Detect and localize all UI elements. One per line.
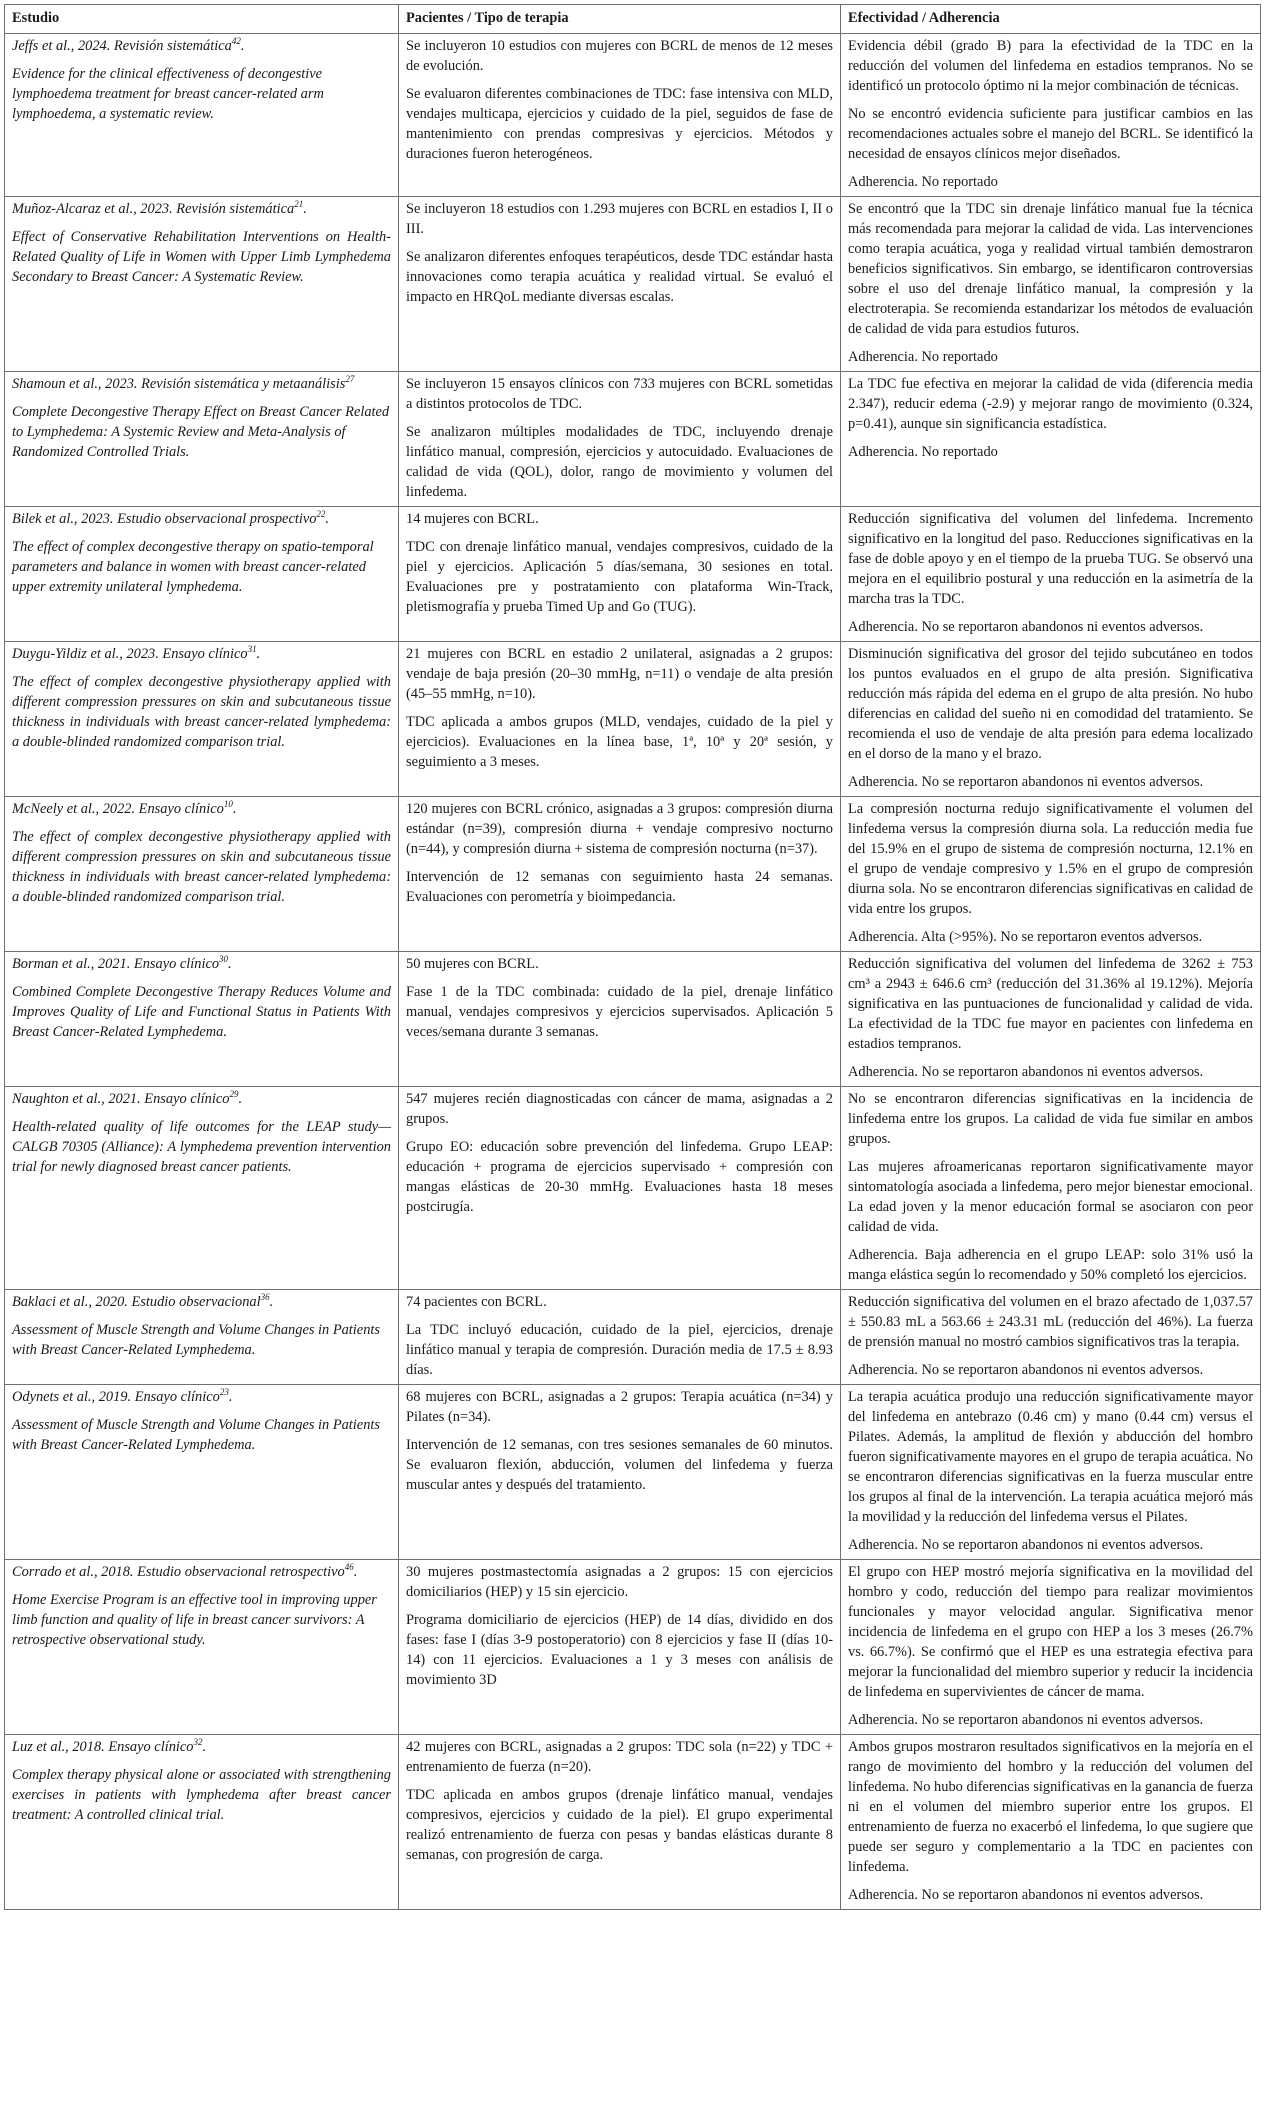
study-citation-end: . <box>228 956 232 972</box>
study-citation-end: . <box>269 1294 274 1310</box>
effect-paragraph: Adherencia. No se reportaron abandonos ni eventos adversos. <box>848 1362 1204 1378</box>
table-row <box>5 1560 1261 1735</box>
study-citation-end: . <box>256 646 261 662</box>
effect-paragraph: Reducción significativa del volumen del linfedema. Incremento significativo en la longitud del paso. Reducciones significativas en la fase de doble apoyo y en el tiempo de la prueba TUG. Se observó una mejora en el equilibrio postural y una reducción en la asimetría de la marcha tras la TDC. <box>848 511 1253 607</box>
study-cell <box>5 952 399 1087</box>
effect-paragraph: Adherencia. No se reportaron abandonos ni eventos adversos. <box>848 774 1204 790</box>
effect-cell <box>841 1290 1261 1385</box>
column-header-patients: Pacientes / Tipo de terapia <box>399 5 841 34</box>
study-citation: Borman et al., 2021. Ensayo clínico <box>12 956 220 972</box>
study-heading <box>12 799 391 819</box>
table-row <box>5 34 1261 197</box>
study-citation: Odynets et al., 2019. Ensayo clínico <box>12 1389 220 1405</box>
study-citation-end: . <box>228 1389 233 1405</box>
patients-cell <box>399 34 841 197</box>
reference-number: 36 <box>260 1292 270 1303</box>
study-title: Home Exercise Program is an effective tool in improving upper limb function and quality of life in breast cancer survivors: A retrospective observational study. <box>12 1592 377 1648</box>
study-citation-end: . <box>353 1564 358 1580</box>
study-citation-end: . <box>303 201 307 217</box>
study-heading <box>12 644 391 664</box>
reference-number: 31 <box>247 644 257 655</box>
study-citation: Naughton et al., 2021. Ensayo clínico <box>12 1091 230 1107</box>
effect-paragraph: Adherencia. No se reportaron abandonos ni eventos adversos. <box>848 1712 1204 1728</box>
effect-paragraph: Reducción significativa del volumen del linfedema de 3262 ± 753 cm³ a 2943 ± 646.6 cm³ (reducción del 31.36% al 19.12%). Mejoría significativa en las puntuaciones de funcionalidad y calidad de vida. La efectividad de la TDC fue mayor en pacientes con linfedema en estadios tempranos. <box>848 956 1253 1052</box>
effect-cell <box>841 507 1261 642</box>
study-citation: Duygu-Yildiz et al., 2023. Ensayo clínico <box>12 646 248 662</box>
effect-paragraph: Adherencia. No reportado <box>848 349 998 365</box>
study-citation-end: . <box>202 1739 207 1755</box>
effect-cell <box>841 1385 1261 1560</box>
patients-paragraph: Se evaluaron diferentes combinaciones de TDC: fase intensiva con MLD, vendajes multicapa, ejercicios y cuidado de la piel, seguidos de fase de mantenimiento con prendas compresivas y ejercicios. Métodos y duraciones fueron heterogéneos. <box>406 86 833 162</box>
reference-number: 30 <box>219 954 229 965</box>
effect-cell <box>841 372 1261 507</box>
study-title: Health-related quality of life outcomes for the LEAP study—CALGB 70305 (Alliance): A lymphedema prevention intervention trial for newly diagnosed breast cancer patients. <box>12 1119 391 1175</box>
reference-number: 46 <box>344 1562 354 1573</box>
study-heading <box>12 1089 391 1109</box>
patients-cell <box>399 1735 841 1910</box>
patients-paragraph: Fase 1 de la TDC combinada: cuidado de la piel, drenaje linfático manual, vendajes compresivos y ejercicios supervisados. Aplicación 5 veces/semana durante 3 semanas. <box>406 984 833 1040</box>
patients-paragraph: Grupo EO: educación sobre prevención del linfedema. Grupo LEAP: educación + programa de ejercicios supervisado + compresión con mangas elásticas de 20-30 mmHg. Evaluaciones hasta 18 meses postcirugía. <box>406 1139 833 1215</box>
patients-cell <box>399 197 841 372</box>
studies-document <box>4 4 1260 1910</box>
effect-paragraph: La TDC fue efectiva en mejorar la calidad de vida (diferencia media 2.347), reducir edema (-2.9) y mejorar rango de movimiento (0.324, p=0.41), aunque sin significancia estadística. <box>848 376 1253 432</box>
study-cell <box>5 372 399 507</box>
patients-cell <box>399 1290 841 1385</box>
effect-paragraph: Adherencia. Alta (>95%). No se reportaron eventos adversos. <box>848 929 1203 945</box>
effect-cell <box>841 1560 1261 1735</box>
effect-paragraph: No se encontró evidencia suficiente para justificar cambios en las recomendaciones actuales sobre el manejo del BCRL. Se identificó la necesidad de ensayos clínicos mejor diseñados. <box>848 106 1253 162</box>
study-citation: Jeffs et al., 2024. Revisión sistemática <box>12 38 232 54</box>
study-heading <box>12 1292 391 1312</box>
effect-cell <box>841 797 1261 952</box>
patients-paragraph: 50 mujeres con BCRL. <box>406 956 539 972</box>
effect-paragraph: No se encontraron diferencias significativas en la incidencia de linfedema entre los grupos. La calidad de vida fue similar en ambos grupos. <box>848 1091 1253 1147</box>
patients-paragraph: TDC con drenaje linfático manual, vendajes compresivos, cuidado de la piel y ejercicios. Aplicación 5 días/semana, 30 sesiones en total. Evaluaciones pre y postratamiento con plataforma Win-Track, pletismografía y prueba Timed Up and Go (TUG). <box>406 539 833 615</box>
effect-paragraph: La terapia acuática produjo una reducción significativamente mayor del linfedema en antebrazo (0.46 cm) y mano (0.44 cm) versus el Pilates. Además, la amplitud de flexión y abducción del hombro fueron significativamente mayores en el grupo de terapia acuática. No se encontraron diferencias significativas en la fuerza muscular entre los grupos al final de la intervención. La terapia acuática mejoró más la movilidad y la reducción del linfedema versus el Pilates. <box>848 1389 1253 1525</box>
effect-paragraph: Adherencia. No se reportaron abandonos ni eventos adversos. <box>848 619 1204 635</box>
effect-paragraph: Adherencia. No se reportaron abandonos ni eventos adversos. <box>848 1537 1204 1553</box>
patients-paragraph: 120 mujeres con BCRL crónico, asignadas a 3 grupos: compresión diurna estándar (n=39), compresión diurna + vendaje compresivo nocturno (n=44), y compresión diurna + sistema de compresión nocturna (n=37). <box>406 801 833 857</box>
patients-paragraph: Intervención de 12 semanas con seguimiento hasta 24 semanas. Evaluaciones con perometría y bioimpedancia. <box>406 869 833 905</box>
effect-paragraph: Adherencia. Baja adherencia en el grupo LEAP: solo 31% usó la manga elástica según lo recomendado y 50% completó los ejercicios. <box>848 1247 1253 1283</box>
table-header-row <box>5 5 1261 34</box>
patients-paragraph: 547 mujeres recién diagnosticadas con cáncer de mama, asignadas a 2 grupos. <box>406 1091 833 1127</box>
study-citation: Shamoun et al., 2023. Revisión sistemática y metaanálisis <box>12 376 346 392</box>
study-title: Assessment of Muscle Strength and Volume Changes in Patients with Breast Cancer-Related Lymphedema. <box>12 1417 380 1453</box>
table-row <box>5 197 1261 372</box>
effect-cell <box>841 1087 1261 1290</box>
effect-paragraph: Ambos grupos mostraron resultados significativos en la mejoría en el rango de movimiento del hombro y la reducción del volumen del linfedema. No hubo diferencias significativas en la ganancia de fuerza ni en el volumen del miembro superior entre los grupos. El entrenamiento de fuerza no exacerbó el linfedema, lo que sugiere que puede ser seguro y complementario a la TDC en pacientes con linfedema. <box>848 1739 1253 1875</box>
study-title: Complete Decongestive Therapy Effect on Breast Cancer Related to Lymphedema: A Systemic Review and Meta-Analysis of Randomized Controlled Trials. <box>12 404 390 460</box>
patients-paragraph: TDC aplicada a ambos grupos (MLD, vendajes, cuidado de la piel y ejercicios). Evaluaciones en la línea base, 1ª, 10ª y 20ª sesión, y seguimiento a 3 meses. <box>406 714 833 770</box>
study-citation-end: . <box>238 1091 243 1107</box>
table-row <box>5 952 1261 1087</box>
reference-number: 32 <box>193 1737 203 1748</box>
patients-cell <box>399 952 841 1087</box>
study-cell <box>5 797 399 952</box>
patients-cell <box>399 1087 841 1290</box>
patients-cell <box>399 507 841 642</box>
patients-cell <box>399 1385 841 1560</box>
table-row <box>5 1385 1261 1560</box>
study-citation: Corrado et al., 2018. Estudio observacional retrospectivo <box>12 1564 345 1580</box>
effect-paragraph: La compresión nocturna redujo significativamente el volumen del linfedema versus la compresión diurna sola. La reducción media fue del 15.9% en el grupo de sistema de compresión nocturna, 12.1% en el grupo de vendaje compresivo y 1.5% en el grupo de compresión diurna sola. No se encontraron diferencias significativas en calidad de vida entre los grupos. <box>848 801 1253 917</box>
table-row <box>5 1087 1261 1290</box>
study-cell <box>5 642 399 797</box>
study-heading <box>12 509 391 529</box>
reference-number: 29 <box>229 1089 239 1100</box>
study-title: Combined Complete Decongestive Therapy Reduces Volume and Improves Quality of Life and Functional Status in Patients With Breast Cancer-Related Lymphedema. <box>12 984 391 1040</box>
table-row <box>5 1290 1261 1385</box>
patients-paragraph: 14 mujeres con BCRL. <box>406 511 539 527</box>
studies-table <box>4 4 1261 1910</box>
effect-paragraph: Adherencia. No reportado <box>848 174 998 190</box>
study-citation: Baklaci et al., 2020. Estudio observacional <box>12 1294 261 1310</box>
study-citation-end: . <box>232 801 237 817</box>
study-citation: Muñoz-Alcaraz et al., 2023. Revisión sistemática <box>12 201 295 217</box>
study-cell <box>5 507 399 642</box>
study-heading <box>12 1737 391 1757</box>
patients-paragraph: Se incluyeron 15 ensayos clínicos con 733 mujeres con BCRL sometidas a distintos protocolos de TDC. <box>406 376 833 412</box>
effect-paragraph: Disminución significativa del grosor del tejido subcutáneo en todos los puntos evaluados en el grupo de alta presión. Significativa reducción más rápida del edema en el grupo de alta presión. No hubo diferencias en calidad del sueño ni en comodidad del tratamiento. Se recomienda el uso de vendaje de alta presión para edema localizado en el dorso de la mano y el brazo. <box>848 646 1253 762</box>
study-title: The effect of complex decongestive physiotherapy applied with different compression pressures on skin and subcutaneous tissue thickness in individuals with breast cancer-related lymphedema: a double-blinded randomized comparison trial. <box>12 674 391 750</box>
patients-paragraph: 74 pacientes con BCRL. <box>406 1294 547 1310</box>
reference-number: 42 <box>231 36 241 47</box>
column-header-effect: Efectividad / Adherencia <box>841 5 1261 34</box>
effect-cell <box>841 952 1261 1087</box>
table-row <box>5 642 1261 797</box>
study-citation-end: . <box>325 511 330 527</box>
study-title: The effect of complex decongestive therapy on spatio-temporal parameters and balance in women with breast cancer-related upper extremity unilateral lymphedema. <box>12 539 374 595</box>
study-title: Evidence for the clinical effectiveness of decongestive lymphoedema treatment for breast cancer-related arm lymphoedema, a systematic review. <box>12 66 324 122</box>
effect-cell <box>841 34 1261 197</box>
patients-cell <box>399 642 841 797</box>
reference-number: 27 <box>345 374 355 385</box>
patients-paragraph: Intervención de 12 semanas, con tres sesiones semanales de 60 minutos. Se evaluaron flexión, abducción, volumen del linfedema y fuerza muscular antes y después del tratamiento. <box>406 1437 833 1493</box>
study-citation: Bilek et al., 2023. Estudio observacional prospectivo <box>12 511 317 527</box>
effect-cell <box>841 197 1261 372</box>
patients-paragraph: Programa domiciliario de ejercicios (HEP) de 14 días, dividido en dos fases: fase I (días 3-9 postoperatorio) con 8 ejercicios y fase II (días 10-14) con 11 ejercicios. Evaluaciones a 1 y 3 meses con análisis de movimiento 3D <box>406 1612 833 1688</box>
patients-paragraph: 30 mujeres postmastectomía asignadas a 2 grupos: 15 con ejercicios domiciliarios (HEP) y 15 sin ejercicio. <box>406 1564 833 1600</box>
table-row <box>5 372 1261 507</box>
table-row <box>5 1735 1261 1910</box>
effect-paragraph: Adherencia. No se reportaron abandonos ni eventos adversos. <box>848 1887 1204 1903</box>
study-citation: McNeely et al., 2022. Ensayo clínico <box>12 801 224 817</box>
patients-paragraph: Se incluyeron 10 estudios con mujeres con BCRL de menos de 12 meses de evolución. <box>406 38 833 74</box>
table-body <box>5 34 1261 1910</box>
effect-paragraph: El grupo con HEP mostró mejoría significativa en la movilidad del hombro y codo, reducción del tiempo para realizar movimientos funcionales y mayor velocidad angular. Significativa menor incidencia de linfedema en el grupo con HEP a los 3 meses (26.7% vs. 66.7%). Se confirmó que el HEP es una estrategia efectiva para mejorar la funcionalidad del miembro superior y reducir la incidencia de linfedema en supervivientes de cáncer de mama. <box>848 1564 1253 1700</box>
effect-paragraph: Evidencia débil (grado B) para la efectividad de la TDC en la reducción del volumen del linfedema en estadios tempranos. No se identificó un protocolo óptimo ni la mejor combinación de técnicas. <box>848 38 1253 94</box>
study-cell <box>5 1735 399 1910</box>
column-header-study: Estudio <box>5 5 399 34</box>
study-title: The effect of complex decongestive physiotherapy applied with different compression pressures on skin and subcutaneous tissue thickness in individuals with breast cancer-related lymphedema: a double-blinded randomized comparison trial. <box>12 829 391 905</box>
reference-number: 10 <box>223 799 233 810</box>
table-row <box>5 507 1261 642</box>
patients-paragraph: Se analizaron múltiples modalidades de TDC, incluyendo drenaje linfático manual, compresión, ejercicios y autocuidado. Evaluaciones de calidad de vida (QOL), dolor, rango de movimiento y volumen del linfedema. <box>406 424 833 500</box>
study-title: Effect of Conservative Rehabilitation Interventions on Health-Related Quality of Life in Women with Upper Limb Lymphedema Secondary to Breast Cancer: A Systematic Review. <box>12 229 391 285</box>
patients-cell <box>399 1560 841 1735</box>
study-heading <box>12 954 391 974</box>
study-cell <box>5 34 399 197</box>
effect-cell <box>841 642 1261 797</box>
reference-number: 23 <box>219 1387 229 1398</box>
effect-paragraph: Adherencia. No reportado <box>848 444 998 460</box>
patients-paragraph: 21 mujeres con BCRL en estadio 2 unilateral, asignadas a 2 grupos: vendaje de baja presión (20–30 mmHg, n=11) o vendaje de alta presión (45–55 mmHg, n=10). <box>406 646 833 702</box>
patients-paragraph: Se analizaron diferentes enfoques terapéuticos, desde TDC estándar hasta innovaciones como terapia acuática y realidad virtual. Se evaluó el impacto en HRQoL mediante diversas escalas. <box>406 249 833 305</box>
patients-paragraph: TDC aplicada en ambos grupos (drenaje linfático manual, vendajes compresivos, ejercicios y cuidado de la piel). El grupo experimental realizó entrenamiento de fuerza con pesas y bandas elásticas durante 8 semanas, con progresión de carga. <box>406 1787 833 1863</box>
patients-paragraph: Se incluyeron 18 estudios con 1.293 mujeres con BCRL en estadios I, II o III. <box>406 201 833 237</box>
effect-cell <box>841 1735 1261 1910</box>
effect-paragraph: Las mujeres afroamericanas reportaron significativamente mayor sintomatología asociada a linfedema, pero mejor bienestar emocional. La edad joven y la menor educación formal se asociaron con peor calidad de vida. <box>848 1159 1253 1235</box>
study-title: Assessment of Muscle Strength and Volume Changes in Patients with Breast Cancer-Related Lymphedema. <box>12 1322 380 1358</box>
study-cell <box>5 197 399 372</box>
reference-number: 21 <box>294 199 304 210</box>
study-cell <box>5 1087 399 1290</box>
effect-paragraph: Se encontró que la TDC sin drenaje linfático manual fue la técnica más recomendada para mejorar la calidad de vida. Las intervenciones como terapia acuática, yoga y realidad virtual también demostraron beneficios significativos. Sin embargo, se identificaron controversias sobre el uso del drenaje linfático manual, la compresión y la electroterapia. Se recomienda estandarizar los métodos de evaluación de calidad de vida para estudios futuros. <box>848 201 1253 337</box>
study-cell <box>5 1290 399 1385</box>
reference-number: 22 <box>316 509 326 520</box>
study-citation: Luz et al., 2018. Ensayo clínico <box>12 1739 194 1755</box>
patients-cell <box>399 372 841 507</box>
effect-paragraph: Reducción significativa del volumen en el brazo afectado de 1,037.57 ± 550.83 mL a 563.66 ± 243.31 mL (reducción del 46%). La fuerza de prensión manual no mostró cambios significativos tras la terapia. <box>848 1294 1253 1350</box>
study-heading <box>12 36 391 56</box>
study-cell <box>5 1385 399 1560</box>
study-heading <box>12 1387 391 1407</box>
patients-paragraph: La TDC incluyó educación, cuidado de la piel, ejercicios, drenaje linfático manual y terapia de compresión. Duración media de 17.5 ± 8.93 días. <box>406 1322 833 1378</box>
patients-cell <box>399 797 841 952</box>
patients-paragraph: 68 mujeres con BCRL, asignadas a 2 grupos: Terapia acuática (n=34) y Pilates (n=34). <box>406 1389 833 1425</box>
effect-paragraph: Adherencia. No se reportaron abandonos ni eventos adversos. <box>848 1064 1204 1080</box>
study-citation-end: . <box>240 38 245 54</box>
study-heading <box>12 1562 391 1582</box>
study-title: Complex therapy physical alone or associated with strengthening exercises in patients with lymphedema after breast cancer treatment: A controlled clinical trial. <box>12 1767 391 1823</box>
table-row <box>5 797 1261 952</box>
study-heading <box>12 199 391 219</box>
study-heading <box>12 374 391 394</box>
patients-paragraph: 42 mujeres con BCRL, asignadas a 2 grupos: TDC sola (n=22) y TDC + entrenamiento de fuerza (n=20). <box>406 1739 833 1775</box>
study-cell <box>5 1560 399 1735</box>
